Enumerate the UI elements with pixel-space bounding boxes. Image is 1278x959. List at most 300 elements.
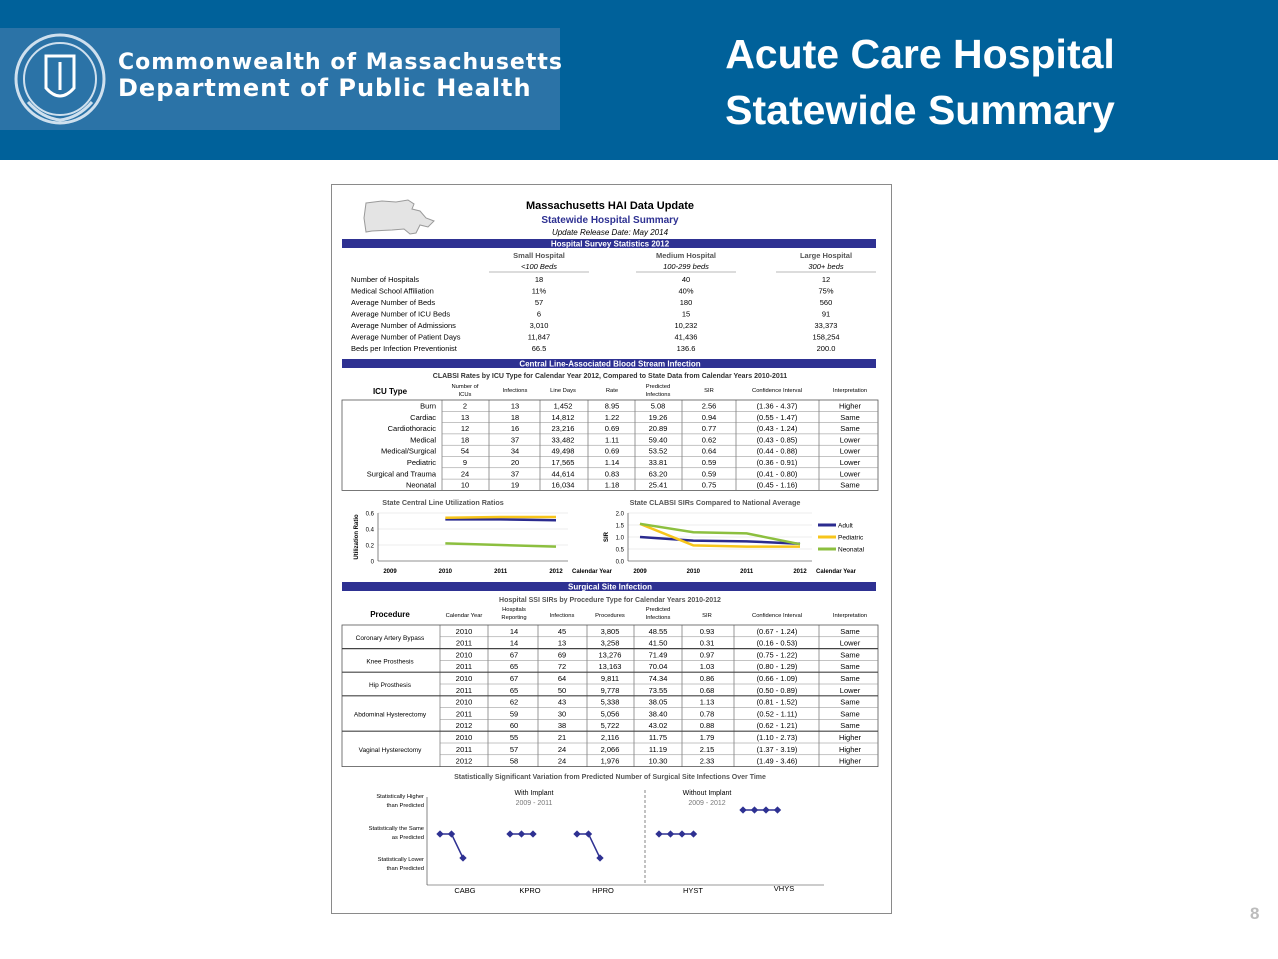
clabsi-header: Interpretation	[832, 388, 868, 394]
ssi-cell: 2010	[455, 650, 473, 660]
ssi-cell: 2012	[455, 721, 473, 731]
variation-point	[655, 830, 662, 837]
variation-point	[573, 830, 580, 837]
clabsi-cell: 1.11	[604, 435, 620, 445]
clabsi-cell: 1.22	[604, 412, 620, 422]
ssi-header: Infections	[645, 615, 671, 621]
variation-point	[585, 830, 592, 837]
clabsi-header: Infections	[502, 388, 528, 394]
clabsi-cell: 37	[510, 435, 520, 445]
ssi-cell: Same	[840, 626, 860, 636]
ssi-cell: 0.88	[699, 721, 715, 731]
util-chart-title: State Central Line Utilization Ratios	[382, 498, 504, 507]
survey-col-sub-1: <100 Beds	[520, 262, 558, 271]
util-chart-ytick: 0.2	[365, 543, 374, 550]
ssi-procedure-knee-prosthesis: Knee Prosthesis	[366, 658, 414, 666]
ssi-cell: 67	[509, 650, 519, 660]
ssi-cell: (0.50 - 0.89)	[756, 685, 798, 695]
variation-label-cabg: CABG	[454, 886, 476, 895]
ssi-cell: Same	[840, 662, 860, 672]
clabsi-row-label: Surgical and Trauma	[366, 469, 436, 479]
survey-cell: 11%	[531, 286, 547, 296]
ssi-section-title: Surgical Site Infection	[567, 582, 653, 592]
ssi-header: Reporting	[501, 615, 527, 621]
survey-row-label: Average Number of ICU Beds	[351, 309, 451, 319]
ssi-header: Hospitals	[502, 607, 526, 613]
legend-label-pediatric: Pediatric	[838, 534, 864, 542]
clabsi-cell: 1.14	[604, 458, 620, 467]
clabsi-cell: 9	[462, 458, 468, 467]
util-chart-series-2	[445, 517, 556, 518]
util-chart-xtick: 2011	[494, 569, 508, 575]
ssi-cell: 0.31	[699, 638, 715, 648]
survey-section	[342, 239, 876, 353]
clabsi-cell: Same	[840, 412, 860, 422]
ssi-cell: 48.55	[648, 626, 668, 636]
ssi-cell: 2010	[455, 626, 473, 636]
ssi-cell: 13,163	[598, 662, 622, 672]
clabsi-cell: 5.08	[650, 401, 666, 411]
ssi-cell: (0.81 - 1.52)	[756, 697, 798, 707]
variation-title: Statistically Significant Variation from Predicted Number of Surgical Site Infections Over Time	[454, 774, 766, 781]
ssi-cell: 2011	[455, 685, 473, 695]
slide-title-line1: Acute Care Hospital	[725, 31, 1115, 77]
legend-label-neonatal: Neonatal	[838, 546, 865, 554]
ssi-cell: 73.55	[648, 685, 668, 695]
clabsi-cell: 44,614	[551, 469, 575, 479]
ssi-cell: 0.86	[699, 674, 715, 683]
slide-title-line2: Statewide Summary	[725, 87, 1115, 133]
ssi-cell: 2,066	[600, 744, 620, 754]
ssi-subtitle: Hospital SSI SIRs by Procedure Type for Calendar Years 2010-2012	[499, 597, 721, 604]
variation-label-vhys: VHYS	[773, 884, 795, 893]
doc-release-date: Update Release Date: May 2014	[551, 228, 669, 237]
clabsi-cell: Lower	[839, 435, 861, 445]
ssi-cell: 13,276	[598, 650, 622, 660]
ssi-cell: 14	[509, 638, 519, 648]
ssi-cell: 72	[557, 662, 567, 672]
clabsi-cell: 18	[510, 412, 520, 422]
ssi-cell: 71.49	[648, 650, 668, 660]
clabsi-section-title: Central Line-Associated Blood Stream Infection	[519, 359, 701, 369]
ssi-cell: 2,116	[600, 733, 620, 742]
survey-col-2: Medium Hospital	[655, 251, 717, 260]
clabsi-row-label: Pediatric	[406, 458, 436, 467]
clabsi-cell: 19	[510, 480, 520, 490]
clabsi-cell: Same	[840, 480, 860, 490]
survey-cell: 91	[821, 309, 831, 319]
clabsi-cell: 0.94	[701, 412, 717, 422]
ssi-cell: Lower	[839, 638, 861, 648]
ssi-cell: 2010	[455, 733, 473, 742]
clabsi-cell: 63.20	[648, 469, 668, 479]
survey-cell: 40%	[678, 286, 694, 296]
ssi-header: Infections	[549, 613, 575, 619]
survey-section-title: Hospital Survey Statistics 2012	[550, 239, 670, 249]
clabsi-cell: 53.52	[648, 446, 668, 456]
sir-chart-ytick: 0.5	[615, 547, 624, 554]
ssi-cell: 45	[557, 626, 567, 636]
ssi-header: Predicted	[645, 607, 671, 613]
ssi-cell: 2011	[455, 744, 473, 754]
slide-title	[640, 26, 1200, 138]
clabsi-subtitle: CLABSI Rates by ICU Type for Calendar Year 2012, Compared to State Data from Calendar Years 2010-2011	[432, 373, 788, 380]
clabsi-row-label: Neonatal	[405, 480, 436, 490]
survey-cell: 3,010	[529, 321, 549, 330]
ssi-cell: Same	[840, 721, 860, 731]
util-chart-ylabel: Utilization Ratio	[354, 514, 360, 560]
ssi-cell: 11.19	[648, 744, 668, 754]
clabsi-cell: 0.59	[701, 469, 717, 479]
clabsi-header: Rate	[605, 388, 619, 394]
clabsi-cell: 59.40	[648, 435, 668, 445]
clabsi-cell: 20	[510, 458, 520, 467]
dept-line1: Commonwealth of Massachusetts	[118, 50, 563, 75]
clabsi-cell: 0.77	[701, 424, 717, 434]
survey-cell: 6	[536, 309, 542, 319]
survey-row-label: Number of Hospitals	[351, 275, 419, 284]
ssi-procedure-hip-prosthesis: Hip Prosthesis	[369, 682, 411, 689]
massachusetts-map-icon	[364, 200, 434, 234]
dph-logo	[0, 28, 563, 130]
survey-cell: 57	[534, 298, 544, 307]
clabsi-cell: 2	[462, 401, 468, 411]
ssi-cell: (1.10 - 2.73)	[756, 733, 798, 742]
clabsi-row-label: Medical/Surgical	[380, 446, 436, 456]
variation-point	[596, 854, 603, 861]
ssi-cell: (0.16 - 0.53)	[756, 638, 798, 648]
clabsi-cell: 2.56	[701, 401, 717, 411]
clabsi-cell: 18	[460, 435, 470, 445]
clabsi-cell: 16	[510, 424, 520, 434]
ssi-cell: 62	[509, 697, 519, 707]
variation-point	[506, 830, 513, 837]
survey-cell: 33,373	[814, 321, 838, 330]
clabsi-cell: 17,565	[551, 458, 575, 467]
variation-group-years-2: 2009 - 2012	[688, 800, 726, 807]
dept-line2: Department of Public Health	[118, 74, 532, 102]
clabsi-cell: (0.43 - 0.85)	[756, 435, 798, 445]
ssi-procedure-abdominal-hysterectomy: Abdominal Hysterectomy	[353, 711, 427, 719]
ssi-cell: 43.02	[648, 721, 668, 731]
clabsi-cell: (0.45 - 1.16)	[756, 480, 798, 490]
clabsi-cell: 13	[460, 412, 470, 422]
survey-cell: 12	[821, 275, 831, 284]
variation-ylabel: Statistically Higher	[376, 794, 424, 800]
survey-cell: 200.0	[816, 344, 836, 353]
ssi-cell: 5,056	[600, 709, 620, 719]
ssi-cell: 5,722	[600, 721, 620, 731]
ssi-cell: 2011	[455, 638, 473, 648]
clabsi-cell: 25.41	[648, 480, 668, 490]
ssi-cell: (1.49 - 3.46)	[756, 756, 798, 766]
ssi-cell: 69	[557, 650, 567, 660]
ssi-cell: 0.78	[699, 709, 715, 719]
header-banner	[0, 0, 1278, 160]
ssi-cell: (1.37 - 3.19)	[756, 744, 798, 754]
legend-label-adult: Adult	[838, 522, 853, 530]
variation-ylabel: as Predicted	[391, 835, 424, 841]
ssi-cell: 30	[557, 709, 567, 719]
clabsi-cell: 19.26	[648, 412, 668, 422]
variation-point	[690, 830, 697, 837]
clabsi-cell: 0.59	[701, 458, 717, 467]
clabsi-header: Infections	[645, 392, 671, 398]
ssi-cell: 55	[509, 733, 519, 742]
ssi-header: Calendar Year	[445, 613, 483, 619]
ssi-cell: 50	[557, 685, 567, 695]
clabsi-cell: (0.43 - 1.24)	[756, 424, 798, 434]
ssi-cell: Same	[840, 650, 860, 660]
ssi-procedure-coronary-artery-bypass: Coronary Artery Bypass	[355, 634, 425, 642]
variation-point	[774, 806, 781, 813]
variation-point	[518, 830, 525, 837]
clabsi-cell: 0.69	[604, 446, 620, 456]
clabsi-header: Confidence Interval	[752, 388, 802, 394]
clabsi-cell: 10	[460, 480, 470, 490]
survey-col-sub-2: 100-299 beds	[663, 262, 709, 271]
ssi-cell: 24	[557, 756, 567, 766]
ssi-cell: 60	[509, 721, 519, 731]
ssi-cell: 9,778	[600, 685, 620, 695]
sir-chart-ytick: 0.0	[615, 559, 624, 566]
survey-cell: 180	[679, 298, 693, 307]
ssi-cell: 1.13	[699, 697, 715, 707]
survey-row-label: Average Number of Beds	[351, 298, 436, 307]
ssi-cell: 14	[509, 626, 519, 636]
util-chart-xtick: 2012	[549, 569, 563, 575]
survey-cell: 10,232	[674, 321, 698, 330]
util-chart-xlabel: Calendar Year	[572, 569, 612, 575]
clabsi-cell: 23,216	[551, 424, 575, 434]
page-number: 8	[1250, 904, 1260, 923]
survey-cell: 11,847	[527, 332, 551, 342]
survey-cell: 15	[681, 309, 691, 319]
util-chart-xtick: 2010	[438, 569, 453, 575]
variation-point	[436, 830, 443, 837]
ssi-cell: 11.75	[648, 733, 668, 742]
clabsi-cell: (0.41 - 0.80)	[756, 469, 798, 479]
ssi-cell: (0.75 - 1.22)	[756, 650, 798, 660]
clabsi-cell: 0.62	[701, 435, 717, 445]
clabsi-cell: 54	[460, 446, 470, 456]
ssi-procedure-vaginal-hysterectomy: Vaginal Hysterectomy	[358, 746, 422, 754]
variation-point	[448, 830, 455, 837]
sir-chart-xtick: 2010	[686, 569, 701, 575]
ssi-cell: 1,976	[600, 756, 620, 766]
variation-ylabel: Statistically Lower	[377, 857, 424, 863]
ssi-cell: 3,805	[600, 626, 620, 636]
sir-chart-ytick: 1.5	[615, 523, 624, 530]
ssi-cell: 2010	[455, 697, 473, 707]
variation-point	[667, 830, 674, 837]
ssi-cell: (0.52 - 1.11)	[756, 709, 798, 719]
sir-chart-title: State CLABSI SIRs Compared to National Average	[629, 498, 801, 507]
clabsi-cell: 8.95	[604, 401, 620, 411]
clabsi-header: Number of	[451, 384, 479, 390]
clabsi-cell: 37	[510, 469, 520, 479]
sir-chart-xtick: 2011	[740, 569, 754, 575]
state-seal-icon	[12, 32, 108, 126]
util-chart-xtick: 2009	[383, 569, 397, 575]
clabsi-row-label: Cardiac	[410, 412, 436, 422]
sir-chart-xtick: 2012	[793, 569, 807, 575]
ssi-cell: 21	[557, 733, 567, 742]
ssi-header: Confidence Interval	[752, 613, 802, 619]
ssi-cell: 38.40	[648, 709, 668, 719]
ssi-section	[342, 582, 878, 767]
clabsi-row-label: Burn	[420, 401, 436, 411]
variation-point	[762, 806, 769, 813]
variation-group-2: Without Implant	[682, 790, 732, 797]
clabsi-header: Line Days	[550, 388, 576, 394]
hai-data-update-document	[331, 184, 892, 914]
clabsi-cell: 14,812	[551, 412, 575, 422]
ssi-cell: (0.80 - 1.29)	[756, 662, 798, 672]
ssi-cell: 10.30	[648, 756, 668, 766]
ssi-cell: 2.33	[699, 756, 715, 766]
ssi-cell: 38.05	[648, 697, 668, 707]
survey-col-sub-3: 300+ beds	[808, 262, 844, 271]
clabsi-cell: (0.55 - 1.47)	[756, 412, 798, 422]
sir-chart-xlabel: Calendar Year	[816, 569, 856, 575]
survey-cell: 41,436	[674, 332, 698, 342]
survey-row-label: Medical School Affiliation	[351, 286, 434, 296]
variation-point	[678, 830, 685, 837]
survey-cell: 136.6	[676, 344, 696, 353]
survey-cell: 560	[819, 298, 833, 307]
ssi-cell: (0.67 - 1.24)	[756, 626, 798, 636]
clabsi-cell: Lower	[839, 446, 861, 456]
doc-subtitle: Statewide Hospital Summary	[541, 215, 679, 226]
survey-cell: 40	[681, 275, 691, 284]
ssi-cell: 59	[509, 709, 519, 719]
variation-label-hpro: HPRO	[592, 886, 614, 895]
ssi-cell: 67	[509, 674, 519, 683]
ssi-cell: 0.97	[699, 650, 715, 660]
variation-ylabel: than Predicted	[386, 803, 424, 809]
util-chart-ytick: 0.6	[365, 511, 374, 518]
clabsi-cell: 0.75	[701, 480, 717, 490]
clabsi-cell: (1.36 - 4.37)	[756, 401, 798, 411]
clabsi-cell: 16,034	[551, 480, 575, 490]
ssi-cell: 24	[557, 744, 567, 754]
survey-row-label: Average Number of Patient Days	[351, 332, 461, 342]
util-chart-ytick: 0.4	[365, 527, 374, 534]
clabsi-cell: Lower	[839, 469, 861, 479]
ssi-cell: 74.34	[648, 674, 668, 683]
ssi-cell: Higher	[838, 756, 862, 766]
variation-group-1: With Implant	[514, 790, 554, 797]
ssi-cell: 1.79	[699, 733, 715, 742]
ssi-cell: 1.03	[699, 662, 715, 672]
clabsi-cell: 1.18	[604, 480, 620, 490]
variation-group-years-1: 2009 - 2011	[515, 800, 553, 807]
clabsi-cell: 20.89	[648, 424, 668, 434]
survey-row-label: Average Number of Admissions	[351, 321, 456, 330]
clabsi-header: SIR	[704, 388, 714, 394]
variation-point	[459, 854, 466, 861]
clabsi-header: Predicted	[645, 384, 671, 390]
ssi-cell: 70.04	[648, 662, 668, 672]
util-chart-ytick: 0	[370, 559, 374, 566]
ssi-header: Interpretation	[832, 613, 868, 619]
ssi-cell: (0.66 - 1.09)	[756, 674, 798, 683]
clabsi-cell: 34	[510, 446, 520, 456]
ssi-cell: Higher	[838, 744, 862, 754]
ssi-cell: 65	[509, 662, 519, 672]
clabsi-cell: 12	[460, 424, 470, 434]
ssi-cell: 2.15	[699, 744, 715, 754]
ssi-cell: 9,811	[600, 674, 620, 683]
survey-col-1: Small Hospital	[513, 251, 565, 260]
doc-title: Massachusetts HAI Data Update	[525, 200, 695, 212]
variation-ylabel: Statistically the Same	[368, 826, 424, 832]
clabsi-section	[342, 359, 878, 490]
sir-chart-xtick: 2009	[633, 569, 647, 575]
variation-ylabel: than Predicted	[386, 866, 424, 872]
ssi-cell: 13	[557, 638, 567, 648]
clabsi-cell: Higher	[838, 401, 862, 411]
clabsi-cell: 49,498	[551, 446, 575, 456]
ssi-cell: 38	[557, 721, 567, 731]
ssi-cell: 0.68	[699, 685, 715, 695]
ssi-cell: 41.50	[648, 638, 668, 648]
variation-point	[529, 830, 536, 837]
ssi-header: SIR	[702, 613, 712, 619]
variation-label-hyst: HYST	[682, 886, 704, 895]
clabsi-row-label: Cardiothoracic	[387, 424, 436, 434]
ssi-cell: 2011	[455, 709, 473, 719]
clabsi-cell: (0.36 - 0.91)	[756, 458, 798, 467]
clabsi-cell: 0.69	[604, 424, 620, 434]
clabsi-header-icu-type: ICU Type	[372, 387, 408, 396]
clabsi-cell: Lower	[839, 458, 861, 467]
variation-point	[739, 806, 746, 813]
clabsi-cell: 24	[460, 469, 470, 479]
variation-point	[751, 806, 758, 813]
survey-row-label: Beds per Infection Preventionist	[351, 344, 457, 353]
clabsi-cell: 0.64	[701, 446, 717, 456]
util-chart-series-3	[445, 543, 556, 546]
ssi-cell: 2012	[455, 756, 473, 766]
ssi-cell: Higher	[838, 733, 862, 742]
ssi-cell: 5,338	[600, 697, 620, 707]
clabsi-cell: 33.81	[648, 458, 668, 467]
ssi-cell: 57	[509, 744, 519, 754]
ssi-cell: Same	[840, 697, 860, 707]
ssi-cell: 58	[509, 756, 519, 766]
ssi-cell: 0.93	[699, 626, 715, 636]
clabsi-cell: (0.44 - 0.88)	[756, 446, 798, 456]
ssi-header-procedure: Procedure	[370, 610, 410, 619]
ssi-header: Procedures	[595, 613, 625, 619]
ssi-cell: Same	[840, 709, 860, 719]
clabsi-cell: 13	[510, 401, 520, 411]
ssi-cell: 2011	[455, 662, 473, 672]
survey-cell: 158,254	[812, 332, 840, 342]
ssi-cell: Lower	[839, 685, 861, 695]
ssi-cell: 64	[557, 674, 567, 683]
survey-cell: 18	[534, 275, 544, 284]
ssi-cell: 3,258	[600, 638, 620, 648]
ssi-cell: Same	[840, 674, 860, 683]
utilization-chart	[354, 498, 613, 575]
survey-col-3: Large Hospital	[799, 251, 853, 260]
clabsi-row-label: Medical	[410, 435, 436, 445]
util-chart-series-1	[445, 519, 556, 520]
ssi-cell: 2010	[455, 674, 473, 683]
